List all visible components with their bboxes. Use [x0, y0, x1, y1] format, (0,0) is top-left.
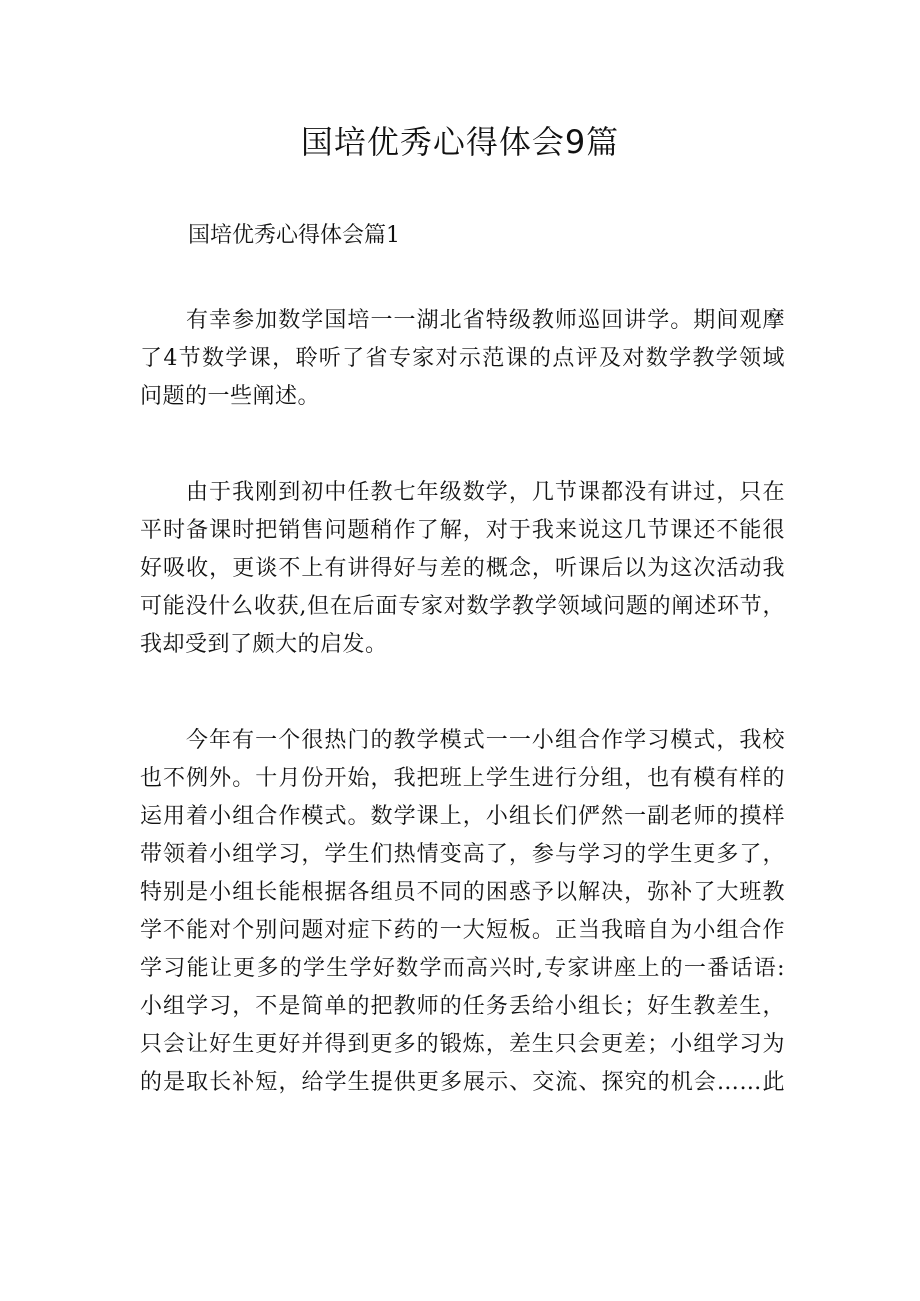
paragraph-line: 也不例外。十月份开始，我把班上学生进行分组，也有模有样的: [140, 766, 785, 791]
paragraph-line: 带领着小组学习，学生们热情变高了，参与学习的学生更多了，: [140, 842, 785, 867]
paragraph-1: [140, 302, 785, 416]
paragraph-line: 好吸收，更谈不上有讲得好与差的概念，听课后以为这次活动我: [140, 556, 785, 581]
paragraph-line: 运用着小组合作模式。数学课上，小组长们俨然一副老师的摸样: [140, 804, 785, 829]
paragraph-2: [140, 474, 785, 664]
paragraph-line: 的是取长补短，给学生提供更多展示、交流、探究的机会……此: [140, 1070, 785, 1095]
paragraph-line: 今年有一个很热门的教学模式一一小组合作学习模式，我校: [186, 728, 785, 753]
document-title: 国培优秀心得体会9篇: [300, 123, 620, 161]
paragraph-line: 特别是小组长能根据各组员不同的困惑予以解决，弥补了大班教: [140, 880, 785, 905]
paragraph-line: 有幸参加数学国培一一湖北省特级教师巡回讲学。期间观摩: [186, 308, 785, 333]
paragraph-line: 学不能对个别问题对症下药的一大短板。正当我暗自为小组合作: [140, 918, 785, 943]
paragraph-line: 小组学习，不是简单的把教师的任务丢给小组长；好生教差生，: [140, 994, 785, 1019]
paragraph-line: 学习能让更多的学生学好数学而高兴时,专家讲座上的一番话语:: [140, 956, 785, 981]
paragraph-line: 可能没什么收获,但在后面专家对数学教学领域问题的阐述环节，: [140, 594, 785, 619]
paragraph-line: 由于我刚到初中任教七年级数学，几节课都没有讲过，只在: [186, 480, 785, 505]
paragraph-line: 只会让好生更好并得到更多的锻炼，差生只会更差；小组学习为: [140, 1032, 785, 1057]
paragraph-line: 我却受到了颇大的启发。: [140, 632, 388, 657]
section-heading: 国培优秀心得体会篇1: [188, 223, 400, 248]
paragraph-3: [140, 722, 785, 1102]
paragraph-line: 平时备课时把销售问题稍作了解，对于我来说这几节课还不能很: [140, 518, 785, 543]
paragraph-line: 问题的一些阐述。: [140, 384, 321, 409]
paragraph-line: 了4节数学课，聆听了省专家对示范课的点评及对数学教学领域: [140, 346, 785, 371]
